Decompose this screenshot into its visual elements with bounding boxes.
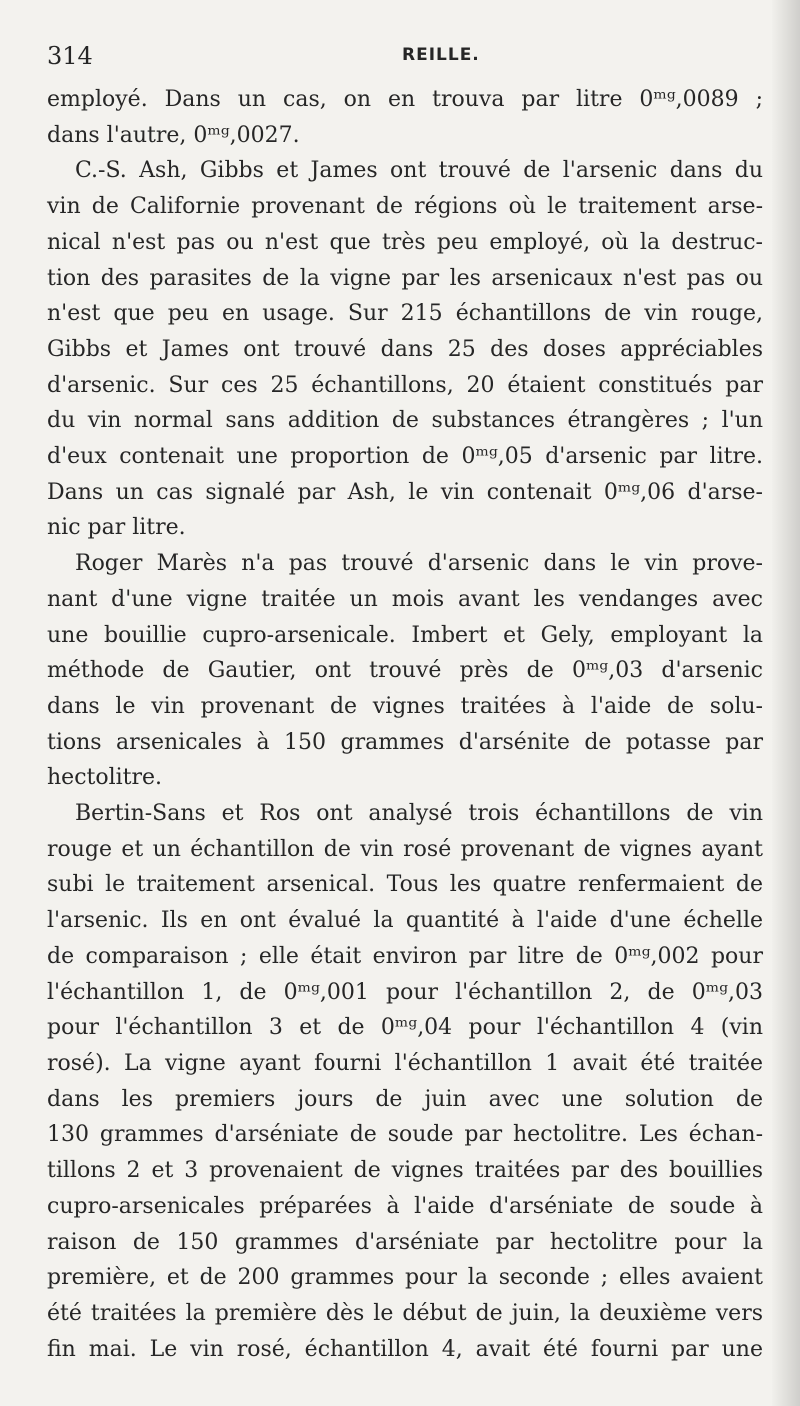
text-line: de comparaison ; elle était environ par litre de 0ᵐᵍ,002 pour	[47, 943, 763, 969]
text-line: tillons 2 et 3 provenaient de vignes traitées par des bouillies	[47, 1158, 763, 1184]
text-line: du vin normal sans addition de substances étrangères ; l'un	[47, 408, 763, 434]
page-gutter-shadow	[772, 0, 800, 1406]
text-line: cupro-arsenicales préparées à l'aide d'arséniate de soude à	[47, 1193, 763, 1219]
text-line: dans le vin provenant de vignes traitées à l'aide de solu-	[47, 693, 763, 719]
text-line: raison de 150 grammes d'arséniate par hectolitre pour la	[47, 1229, 763, 1255]
text-line: vin de Californie provenant de régions où le traitement arse-	[47, 194, 763, 220]
text-line: dans les premiers jours de juin avec une solution de	[47, 1086, 763, 1112]
text-line: C.-S. Ash, Gibbs et James ont trouvé de l'arsenic dans du	[75, 158, 763, 184]
text-line: rosé). La vigne ayant fourni l'échantillon 1 avait été traitée	[47, 1050, 763, 1076]
text-line: pour l'échantillon 3 et de 0ᵐᵍ,04 pour l'échantillon 4 (vin	[47, 1015, 763, 1041]
text-line: été traitées la première dès le début de juin, la deuxième vers	[47, 1300, 763, 1326]
paragraph	[47, 796, 763, 1367]
text-line: nant d'une vigne traitée un mois avant les vendanges avec	[47, 586, 763, 612]
page-number: 314	[47, 42, 93, 70]
text-line: tion des parasites de la vigne par les arsenicaux n'est pas ou	[47, 265, 763, 291]
text-line: première, et de 200 grammes pour la seconde ; elles avaient	[47, 1265, 763, 1291]
text-line: hectolitre.	[47, 765, 163, 791]
paragraph	[47, 82, 763, 153]
text-line: n'est que peu en usage. Sur 215 échantillons de vin rouge,	[47, 301, 763, 327]
text-line: employé. Dans un cas, on en trouva par litre 0ᵐᵍ,0089 ;	[47, 87, 763, 112]
running-title: REILLE.	[402, 45, 480, 65]
text-line: d'arsenic. Sur ces 25 échantillons, 20 étaient constitués par	[47, 372, 763, 398]
text-line: 130 grammes d'arséniate de soude par hectolitre. Les échan-	[47, 1122, 763, 1148]
text-line: tions arsenicales à 150 grammes d'arsénite de potasse par	[47, 729, 763, 755]
page-header	[47, 42, 767, 78]
text-line: rouge et un échantillon de vin rosé provenant de vignes ayant	[47, 836, 763, 862]
text-line: d'eux contenait une proportion de 0ᵐᵍ,05 d'arsenic par litre.	[47, 444, 763, 470]
text-line: l'arsenic. Ils en ont évalué la quantité à l'aide d'une échelle	[47, 908, 763, 934]
text-line: nic par litre.	[47, 515, 186, 541]
paragraph	[47, 546, 763, 796]
body-text	[47, 82, 763, 1367]
text-line: subi le traitement arsenical. Tous les quatre renfermaient de	[47, 872, 763, 898]
text-line: dans l'autre, 0ᵐᵍ,0027.	[47, 122, 300, 148]
text-line: nical n'est pas ou n'est que très peu employé, où la destruc-	[47, 229, 763, 255]
text-line: Bertin-Sans et Ros ont analysé trois échantillons de vin	[75, 801, 763, 827]
text-line: une bouillie cupro-arsenicale. Imbert et Gely, employant la	[47, 622, 763, 648]
text-line: Roger Marès n'a pas trouvé d'arsenic dans le vin prove-	[75, 551, 763, 577]
text-line: l'échantillon 1, de 0ᵐᵍ,001 pour l'échantillon 2, de 0ᵐᵍ,03	[47, 979, 763, 1005]
text-line: Dans un cas signalé par Ash, le vin contenait 0ᵐᵍ,06 d'arse-	[47, 479, 763, 505]
text-line: Gibbs et James ont trouvé dans 25 des doses appréciables	[47, 336, 763, 362]
text-line: fin mai. Le vin rosé, échantillon 4, avait été fourni par une	[47, 1336, 763, 1362]
text-line: méthode de Gautier, ont trouvé près de 0ᵐᵍ,03 d'arsenic	[47, 658, 763, 684]
paragraph	[47, 153, 763, 546]
